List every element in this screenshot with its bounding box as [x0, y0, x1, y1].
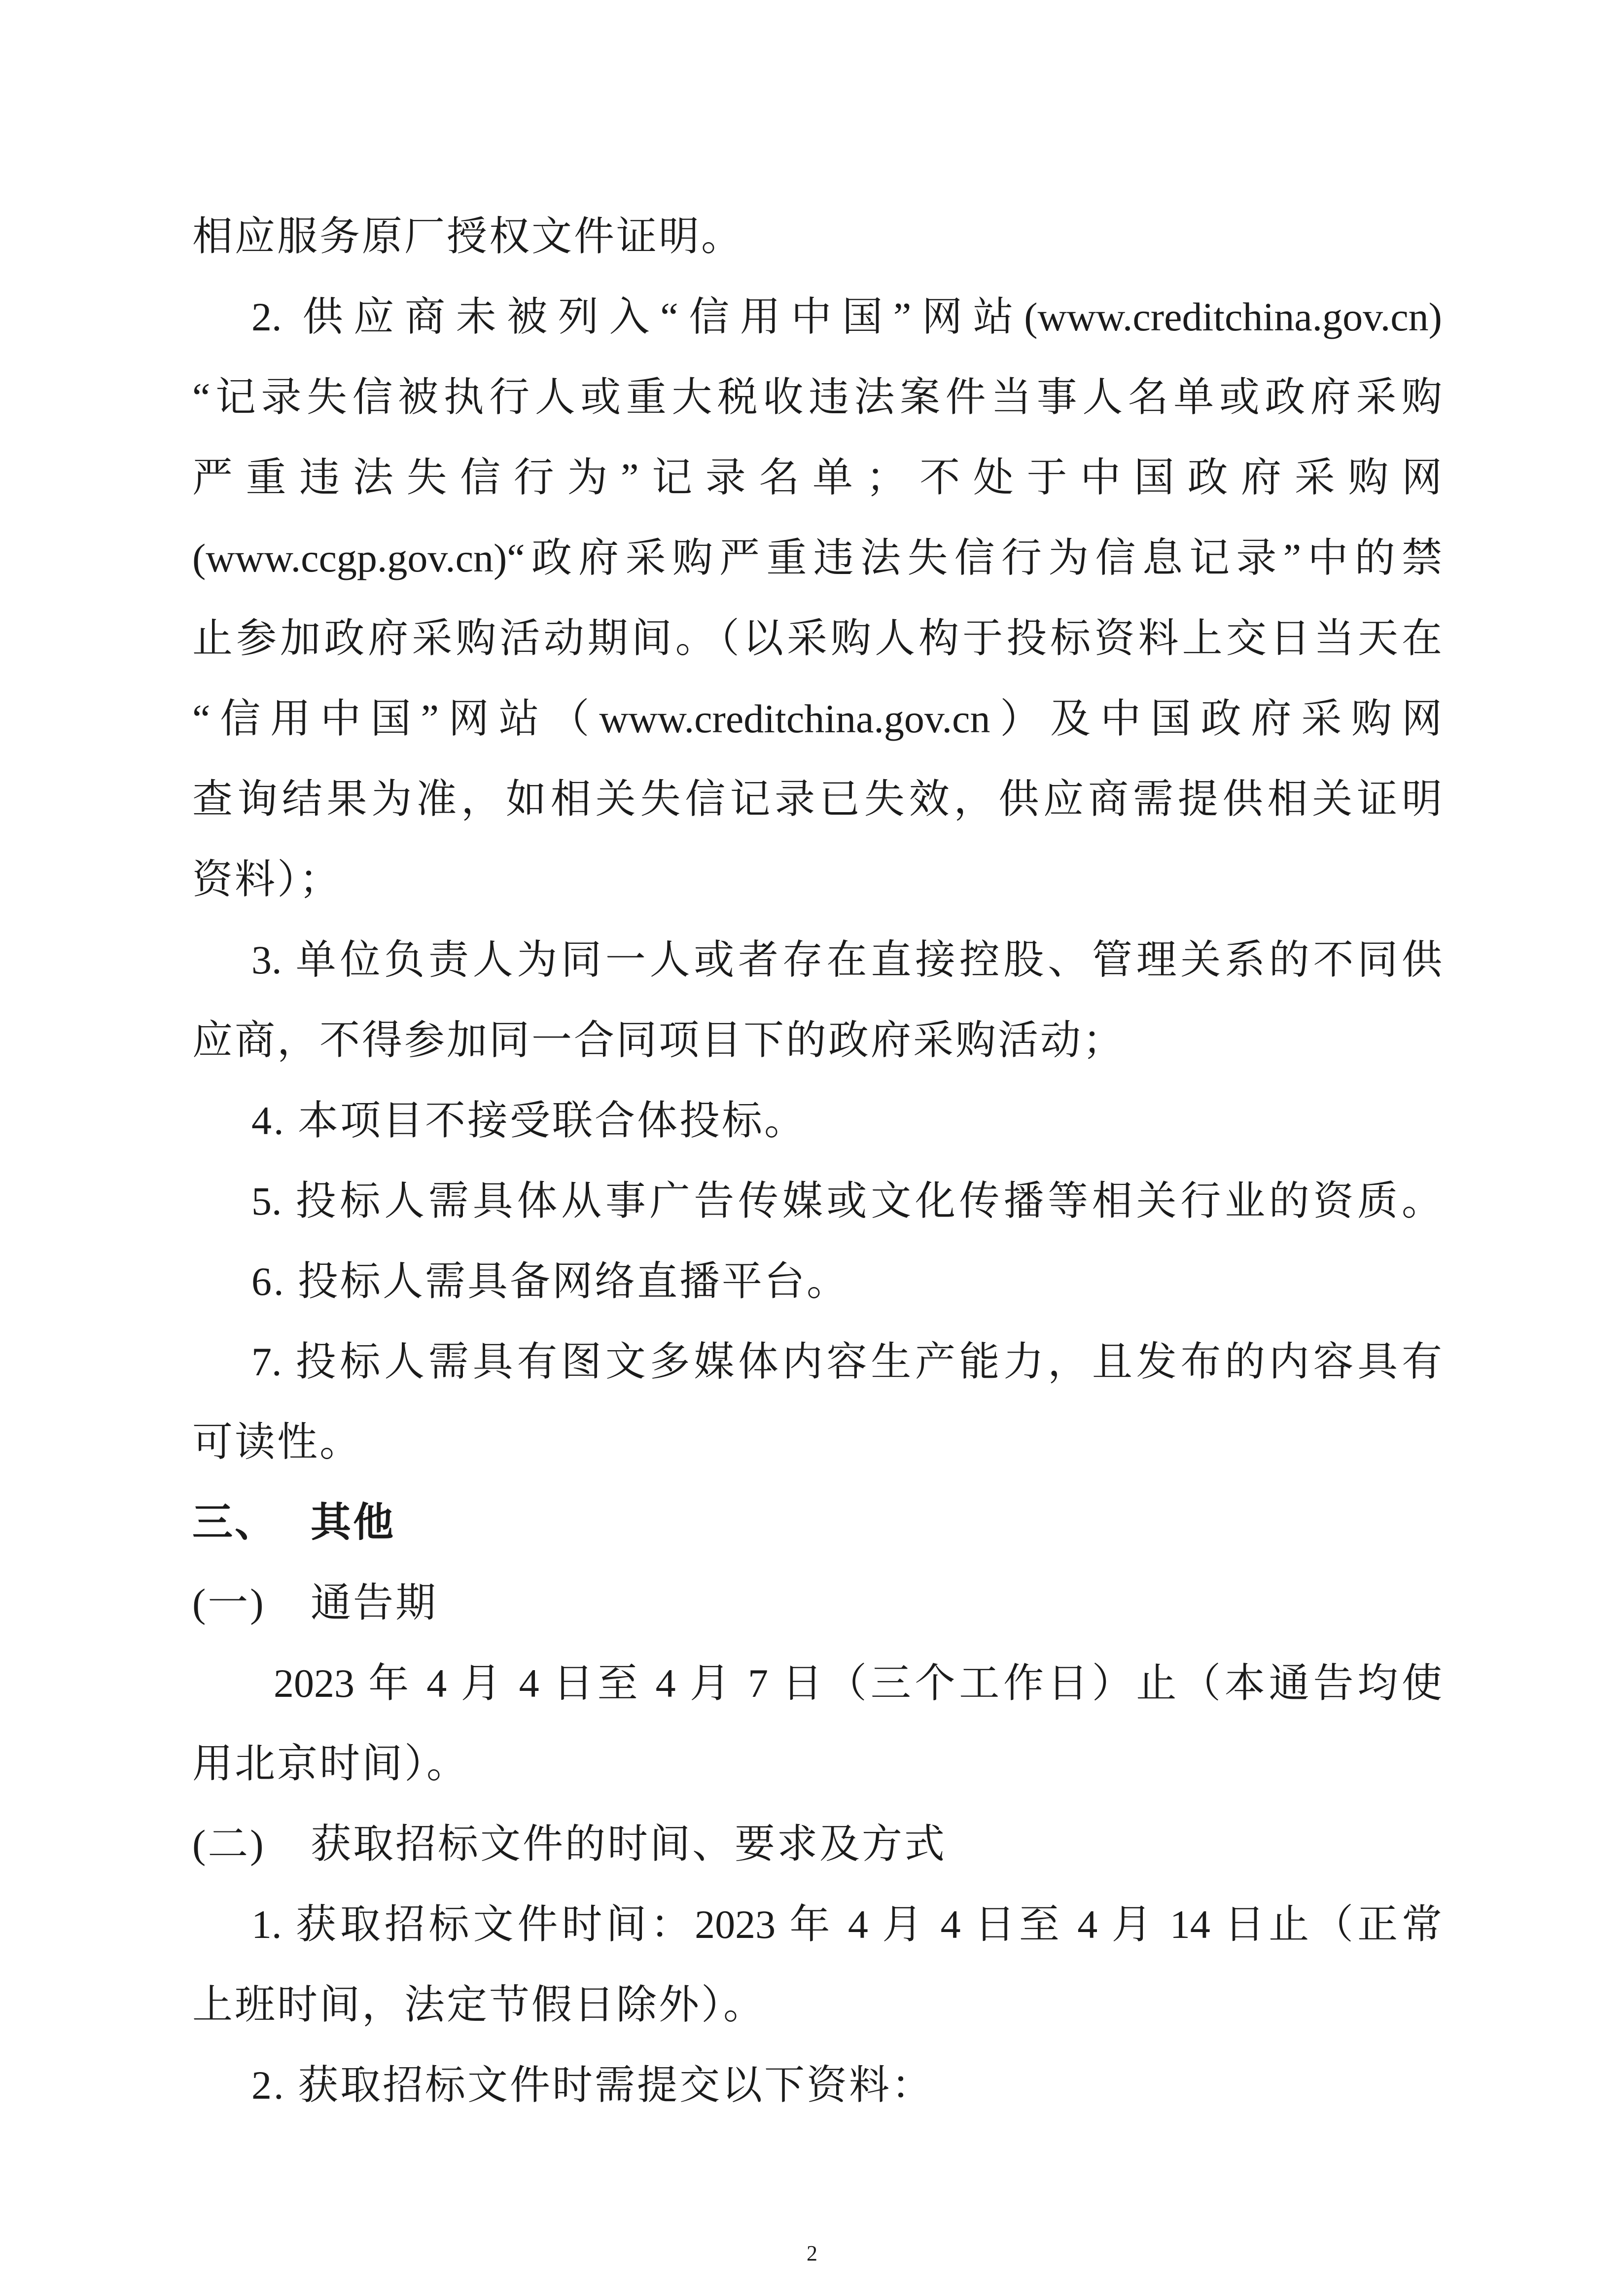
paragraph-line: 查询结果为准，如相关失信记录已失效，供应商需提供相关证明 [192, 777, 1442, 822]
page-number: 2 [807, 2241, 817, 2265]
paragraph-line: 上班时间，法定节假日除外）。 [192, 1982, 766, 2027]
paragraph-line: 严重违法失信行为”记录名单；不处于中国政府采购网 [192, 455, 1442, 500]
subsection-number: (一) [192, 1580, 266, 1625]
paragraph-line: 1. 获取招标文件时间：2023 年 4 月 4 日至 4 月 14 日止（正常 [251, 1902, 1442, 1947]
section-number: 三、 [192, 1500, 278, 1545]
paragraph-line: 相应服务原厂授权文件证明。 [192, 214, 744, 259]
paragraph-line: 6. 投标人需具备网络直播平台。 [251, 1259, 849, 1304]
subsection-title: 通告期 [311, 1580, 438, 1625]
paragraph-line: 止参加政府采购活动期间。（以采购人构于投标资料上交日当天在 [192, 616, 1442, 661]
paragraph-line: 应商，不得参加同一合同项目下的政府采购活动； [192, 1018, 1126, 1063]
paragraph-line: 7. 投标人需具有图文多媒体内容生产能力，且发布的内容具有 [251, 1339, 1442, 1384]
paragraph-line: 2023 年 4 月 4 日至 4 月 7 日（三个工作日）止（本通告均使 [274, 1661, 1442, 1706]
section-heading [192, 1482, 1442, 1563]
document-body [192, 196, 1442, 2125]
paragraph-line: “信用中国”网站（www.creditchina.gov.cn）及中国政府采购网 [192, 696, 1442, 741]
subsection-heading [192, 1804, 1442, 1884]
subsection-title: 获取招标文件的时间、要求及方式 [311, 1822, 947, 1866]
paragraph-line: (www.ccgp.gov.cn)“政府采购严重违法失信行为信息记录”中的禁 [192, 536, 1442, 580]
paragraph-line: 3. 单位负责人为同一人或者存在直接控股、管理关系的不同供 [251, 937, 1442, 982]
paragraph-line: 2. 供应商未被列入“信用中国”网站(www.creditchina.gov.cn) [251, 294, 1442, 339]
paragraph-line: 5. 投标人需具体从事广告传媒或文化传播等相关行业的资质。 [251, 1179, 1442, 1223]
subsection-number: (二) [192, 1822, 266, 1866]
paragraph-line: 可读性。 [192, 1420, 362, 1465]
paragraph-line: “记录失信被执行人或重大税收违法案件当事人名单或政府采购 [192, 375, 1442, 420]
paragraph-line: 4. 本项目不接受联合体投标。 [251, 1098, 807, 1143]
subsection-heading [192, 1563, 1442, 1643]
paragraph-line: 用北京时间）。 [192, 1741, 469, 1786]
section-title: 其他 [311, 1500, 396, 1545]
paragraph-line: 2. 获取招标文件时需提交以下资料： [251, 2063, 934, 2108]
paragraph-line: 资料）； [192, 857, 342, 902]
